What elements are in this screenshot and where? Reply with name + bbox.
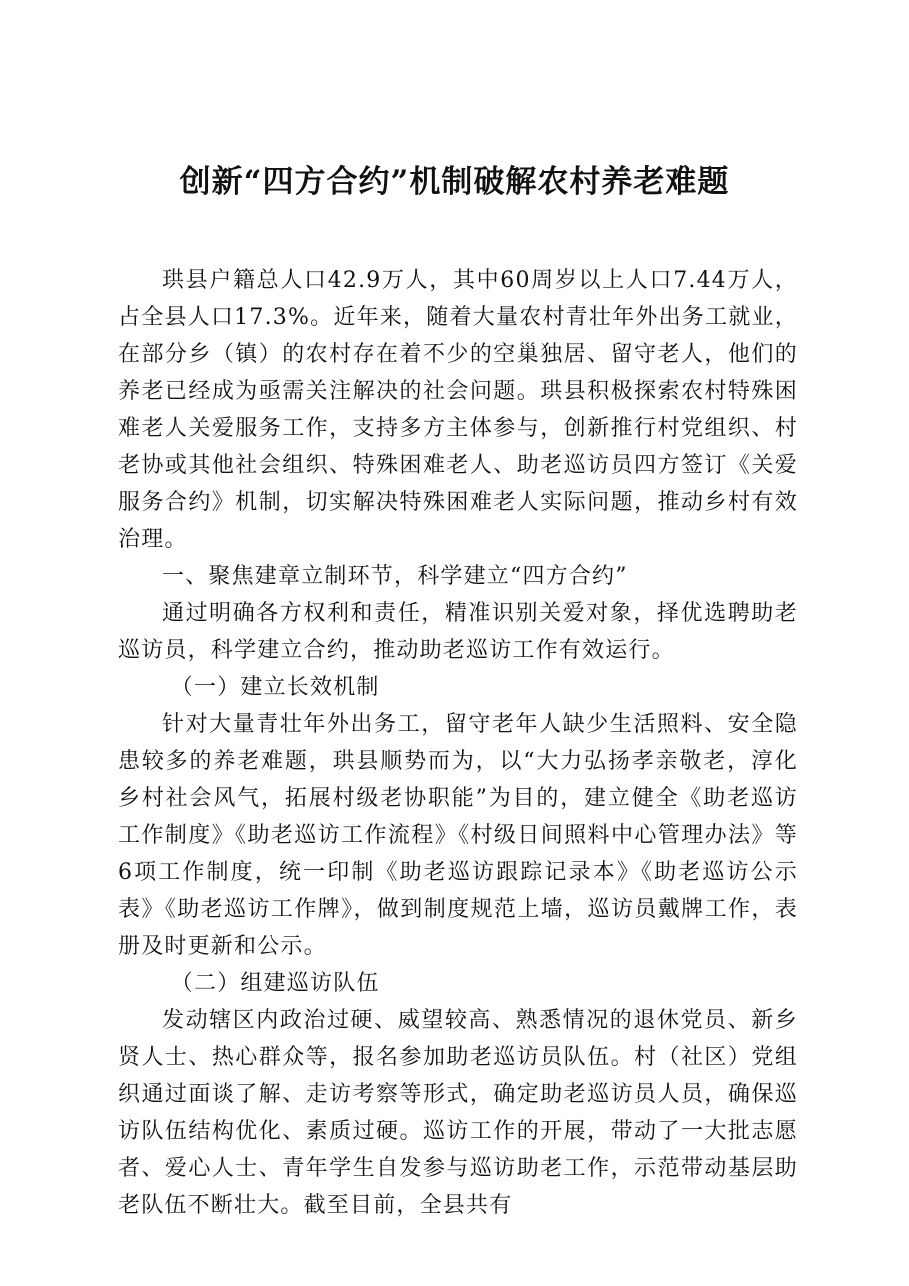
subsection-heading-2: （二）组建巡访队伍 [170, 971, 380, 996]
subsection-heading-1: （一）建立长效机制 [170, 675, 380, 700]
paragraph-section-1: 通过明确各方权利和责任，精准识别关爱对象，择优选聘助老巡访员，科学建立合约，推动助老巡访工作有效运行。 [118, 601, 798, 663]
paragraph-intro: 珙县户籍总人口42.9万人，其中60周岁以上人口7.44万人，占全县人口17.3%。近年来，随着大量农村青壮年外出务工就业，在部分乡（镇）的农村存在着不少的空巢独居、留守老人，他们的养老已经成为亟需关注解决的社会问题。珙县积极探索农村特殊困难老人关爱服务工作，支持多方主体参与，创新推行村党组织、村老协或其他社会组织、特殊困难老人、助老巡访员四方签订《关爱服务合约》机制，切实解决特殊困难老人实际问题，推动乡村有效治理。 [118, 268, 798, 552]
document-body [118, 262, 798, 1224]
paragraph-subsection-1: 针对大量青壮年外出务工，留守老年人缺少生活照料、安全隐患较多的养老难题，珙县顺势而为，以“大力弘扬孝亲敬老，淳化乡村社会风气，拓展村级老协职能”为目的，建立健全《助老巡访工作制度》《助老巡访工作流程》《村级日间照料中心管理办法》等6项工作制度，统一印制《助老巡访跟踪记录本》《助老巡访公示表》《助老巡访工作牌》，做到制度规范上墙，巡访员戴牌工作，表册及时更新和公示。 [118, 712, 798, 959]
paragraph-subsection-2: 发动辖区内政治过硬、威望较高、熟悉情况的退休党员、新乡贤人士、热心群众等，报名参加助老巡访员队伍。村（社区）党组织通过面谈了解、走访考察等形式，确定助老巡访员人员，确保巡访队伍结构优化、素质过硬。巡访工作的开展，带动了一大批志愿者、爱心人士、青年学生自发参与巡访助老工作，示范带动基层助老队伍不断壮大。截至目前，全县共有 [118, 1008, 798, 1218]
section-heading-1: 一、聚焦建章立制环节，科学建立“四方合约” [162, 564, 628, 589]
document-title: 创新“四方合约”机制破解农村养老难题 [179, 164, 730, 200]
